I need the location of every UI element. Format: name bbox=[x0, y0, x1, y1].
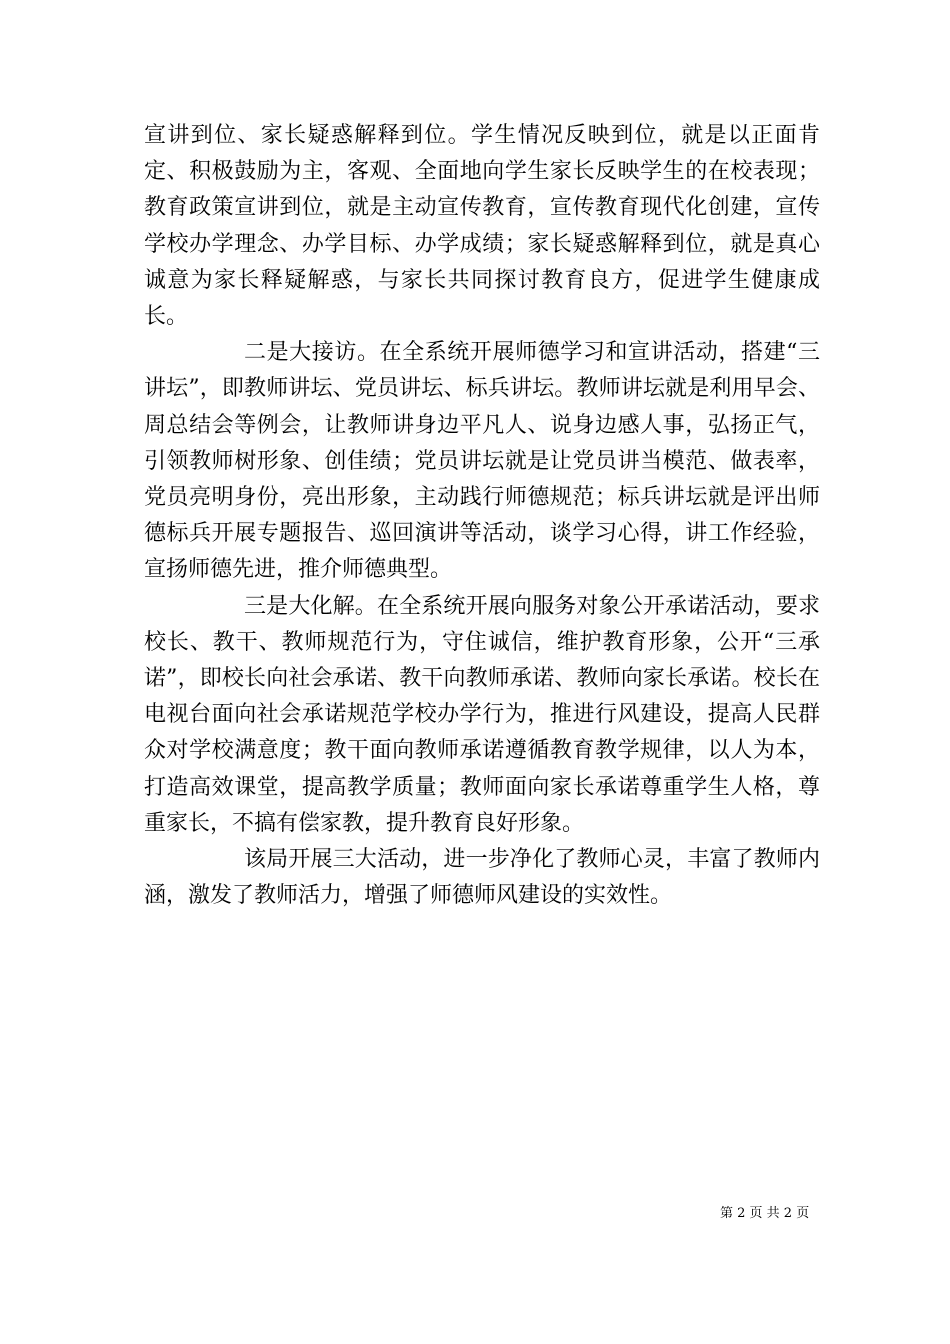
page-number-footer: 第 2 页 共 2 页 bbox=[720, 1206, 810, 1221]
document-body bbox=[144, 118, 820, 914]
paragraph-third-point: 三是大化解。在全系统开展向服务对象公开承诺活动，要求校长、教干、教师规范行为，守住诚信，维护教育形象，公开“三承诺”，即校长向社会承诺、教干向教师承诺、教师向家长承诺。校长在电视台面向社会承诺规范学校办学行为，推进行风建设，提高人民群众对学校满意度；教干面向教师承诺遵循教育教学规律，以人为本，打造高效课堂，提高教学质量；教师面向家长承诺尊重学生人格，尊重家长，不搞有偿家教，提升教育良好形象。 bbox=[144, 593, 820, 836]
paragraph-continued: 宣讲到位、家长疑惑解释到位。学生情况反映到位，就是以正面肯定、积极鼓励为主，客观、全面地向学生家长反映学生的在校表现；教育政策宣讲到位，就是主动宣传教育，宣传教育现代化创建，宣传学校办学理念、办学目标、办学成绩；家长疑惑解释到位，就是真心诚意为家长释疑解惑，与家长共同探讨教育良方，促进学生健康成长。 bbox=[144, 123, 820, 330]
paragraph-second-point: 二是大接访。在全系统开展师德学习和宣讲活动，搭建“三讲坛”，即教师讲坛、党员讲坛、标兵讲坛。教师讲坛就是利用早会、周总结会等例会，让教师讲身边平凡人、说身边感人事，弘扬正气，引领教师树形象、创佳绩；党员讲坛就是让党员讲当模范、做表率，党员亮明身份，亮出形象，主动践行师德规范；标兵讲坛就是评出师德标兵开展专题报告、巡回演讲等活动，谈学习心得，讲工作经验，宣扬师德先进，推介师德典型。 bbox=[144, 340, 820, 583]
paragraph-conclusion: 该局开展三大活动，进一步净化了教师心灵，丰富了教师内涵，激发了教师活力，增强了师德师风建设的实效性。 bbox=[144, 847, 820, 909]
